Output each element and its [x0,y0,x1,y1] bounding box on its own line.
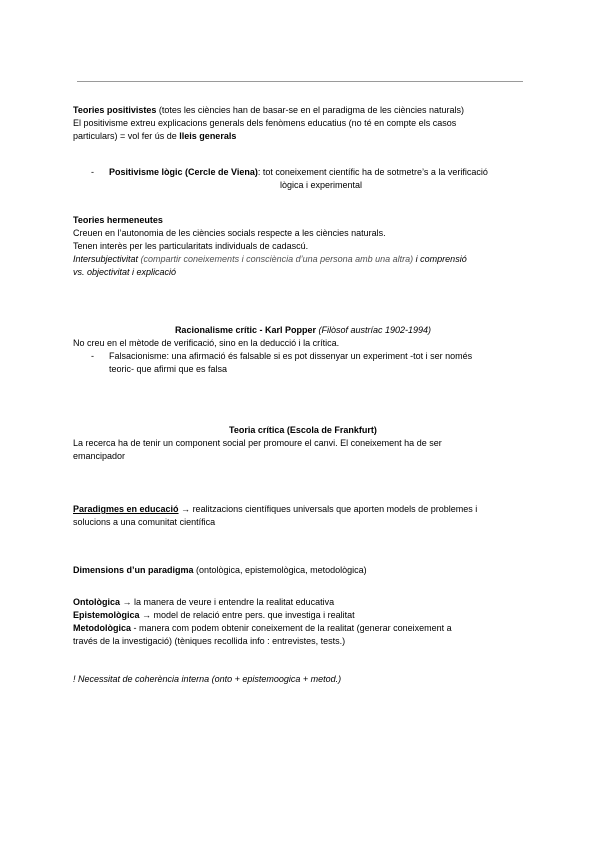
section-paradigms [73,503,533,529]
positivist-title: Teories positivistes [73,105,157,115]
intersubjectivity-term: Intersubjectivitat [73,254,139,264]
bullet-mark: - [91,167,94,177]
paradigms-title: Paradigmes en educació [73,504,179,514]
hermeneutic-line-2: Tenen interès per les particularitats individuals de cadascú. [73,241,309,251]
section-popper [73,324,533,350]
section-dimensions [73,564,533,577]
paradigms-line-2: solucions a una comunitat científica [73,517,216,527]
popper-bullet [73,350,533,376]
intersubjectivity-paren: (compartir coneixements i consciència d’una persona amb una altra) [138,254,414,264]
positivist-line-2: El positivisme extreu explicacions generals dels fenòmens educatius (no té en compte els casos [73,118,457,128]
popper-title: Racionalisme crític - Karl Popper [174,325,316,335]
methodological-title: Metodològica [73,623,131,633]
hermeneutic-line-4: vs. objectivitat i explicació [73,267,177,277]
section-positivist [73,104,533,143]
logical-positivism-text-2: lògica i experimental [279,180,363,190]
falsificationism-text-2: teoric- que afirmi que es falsa [109,364,228,374]
epistemological-text: → model de relació entre pers. que investiga i realitat [139,610,355,620]
frankfurt-line-1: La recerca ha de tenir un component social per promoure el canvi. El coneixement ha de ser [73,438,442,448]
top-divider [77,81,523,82]
methodological-line-2: través de la investigació) (tèniques recollida info : entrevistes, tests.) [73,636,346,646]
popper-line-1: No creu en el mètode de verificació, sino en la deducció i la crítica. [73,338,340,348]
logical-positivism-text: : tot coneixement científic ha de sotmetre’s a la verificació [257,167,488,177]
positivist-bullet [73,166,533,192]
frankfurt-title: Teoria crítica (Escola de Frankfurt) [229,425,377,435]
section-definitions [73,596,533,648]
paradigms-text: realitzacions científiques universals que aporten models de problemes i [192,504,478,514]
section-hermeneutic [73,214,533,279]
epistemological-title: Epistemològica [73,610,140,620]
hermeneutic-title: Teories hermeneutes [73,215,163,225]
methodological-text: - manera com podem obtenir coneixement de la realitat (generar coneixement a [131,623,452,633]
ontological-text: → la manera de veure i entendre la realitat educativa [120,597,335,607]
positivist-line-3a: particulars) = vol fer ús de [73,131,180,141]
section-note [73,673,533,686]
comprehension-term: i comprensió [413,254,467,264]
dimensions-title: Dimensions d’un paradigma [73,565,194,575]
ontological-title: Ontològica [73,597,120,607]
popper-note: (Filòsof austríac 1902-1994) [315,325,432,335]
positivist-line-3b: lleis generals [179,131,237,141]
positivist-title-paren: (totes les ciències han de basar-se en el paradigma de les ciències naturals) [156,105,465,115]
logical-positivism-title: Positivisme lògic (Cercle de Viena) [109,167,258,177]
hermeneutic-line-1: Creuen en l’autonomia de les ciències socials respecte a les ciències naturals. [73,228,386,238]
frankfurt-line-2: emancipador [73,451,126,461]
falsificationism-text: Falsacionisme: una afirmació és falsable si es pot dissenyar un experiment -tot i ser només [109,351,473,361]
dimensions-paren: (ontològica, epistemològica, metodològica) [193,565,367,575]
paradigms-arrow: → [178,504,193,514]
section-frankfurt [73,424,533,463]
coherence-note: ! Necessitat de coherència interna (onto + epistemoogica + metod.) [73,674,342,684]
bullet-mark-2: - [91,351,94,361]
